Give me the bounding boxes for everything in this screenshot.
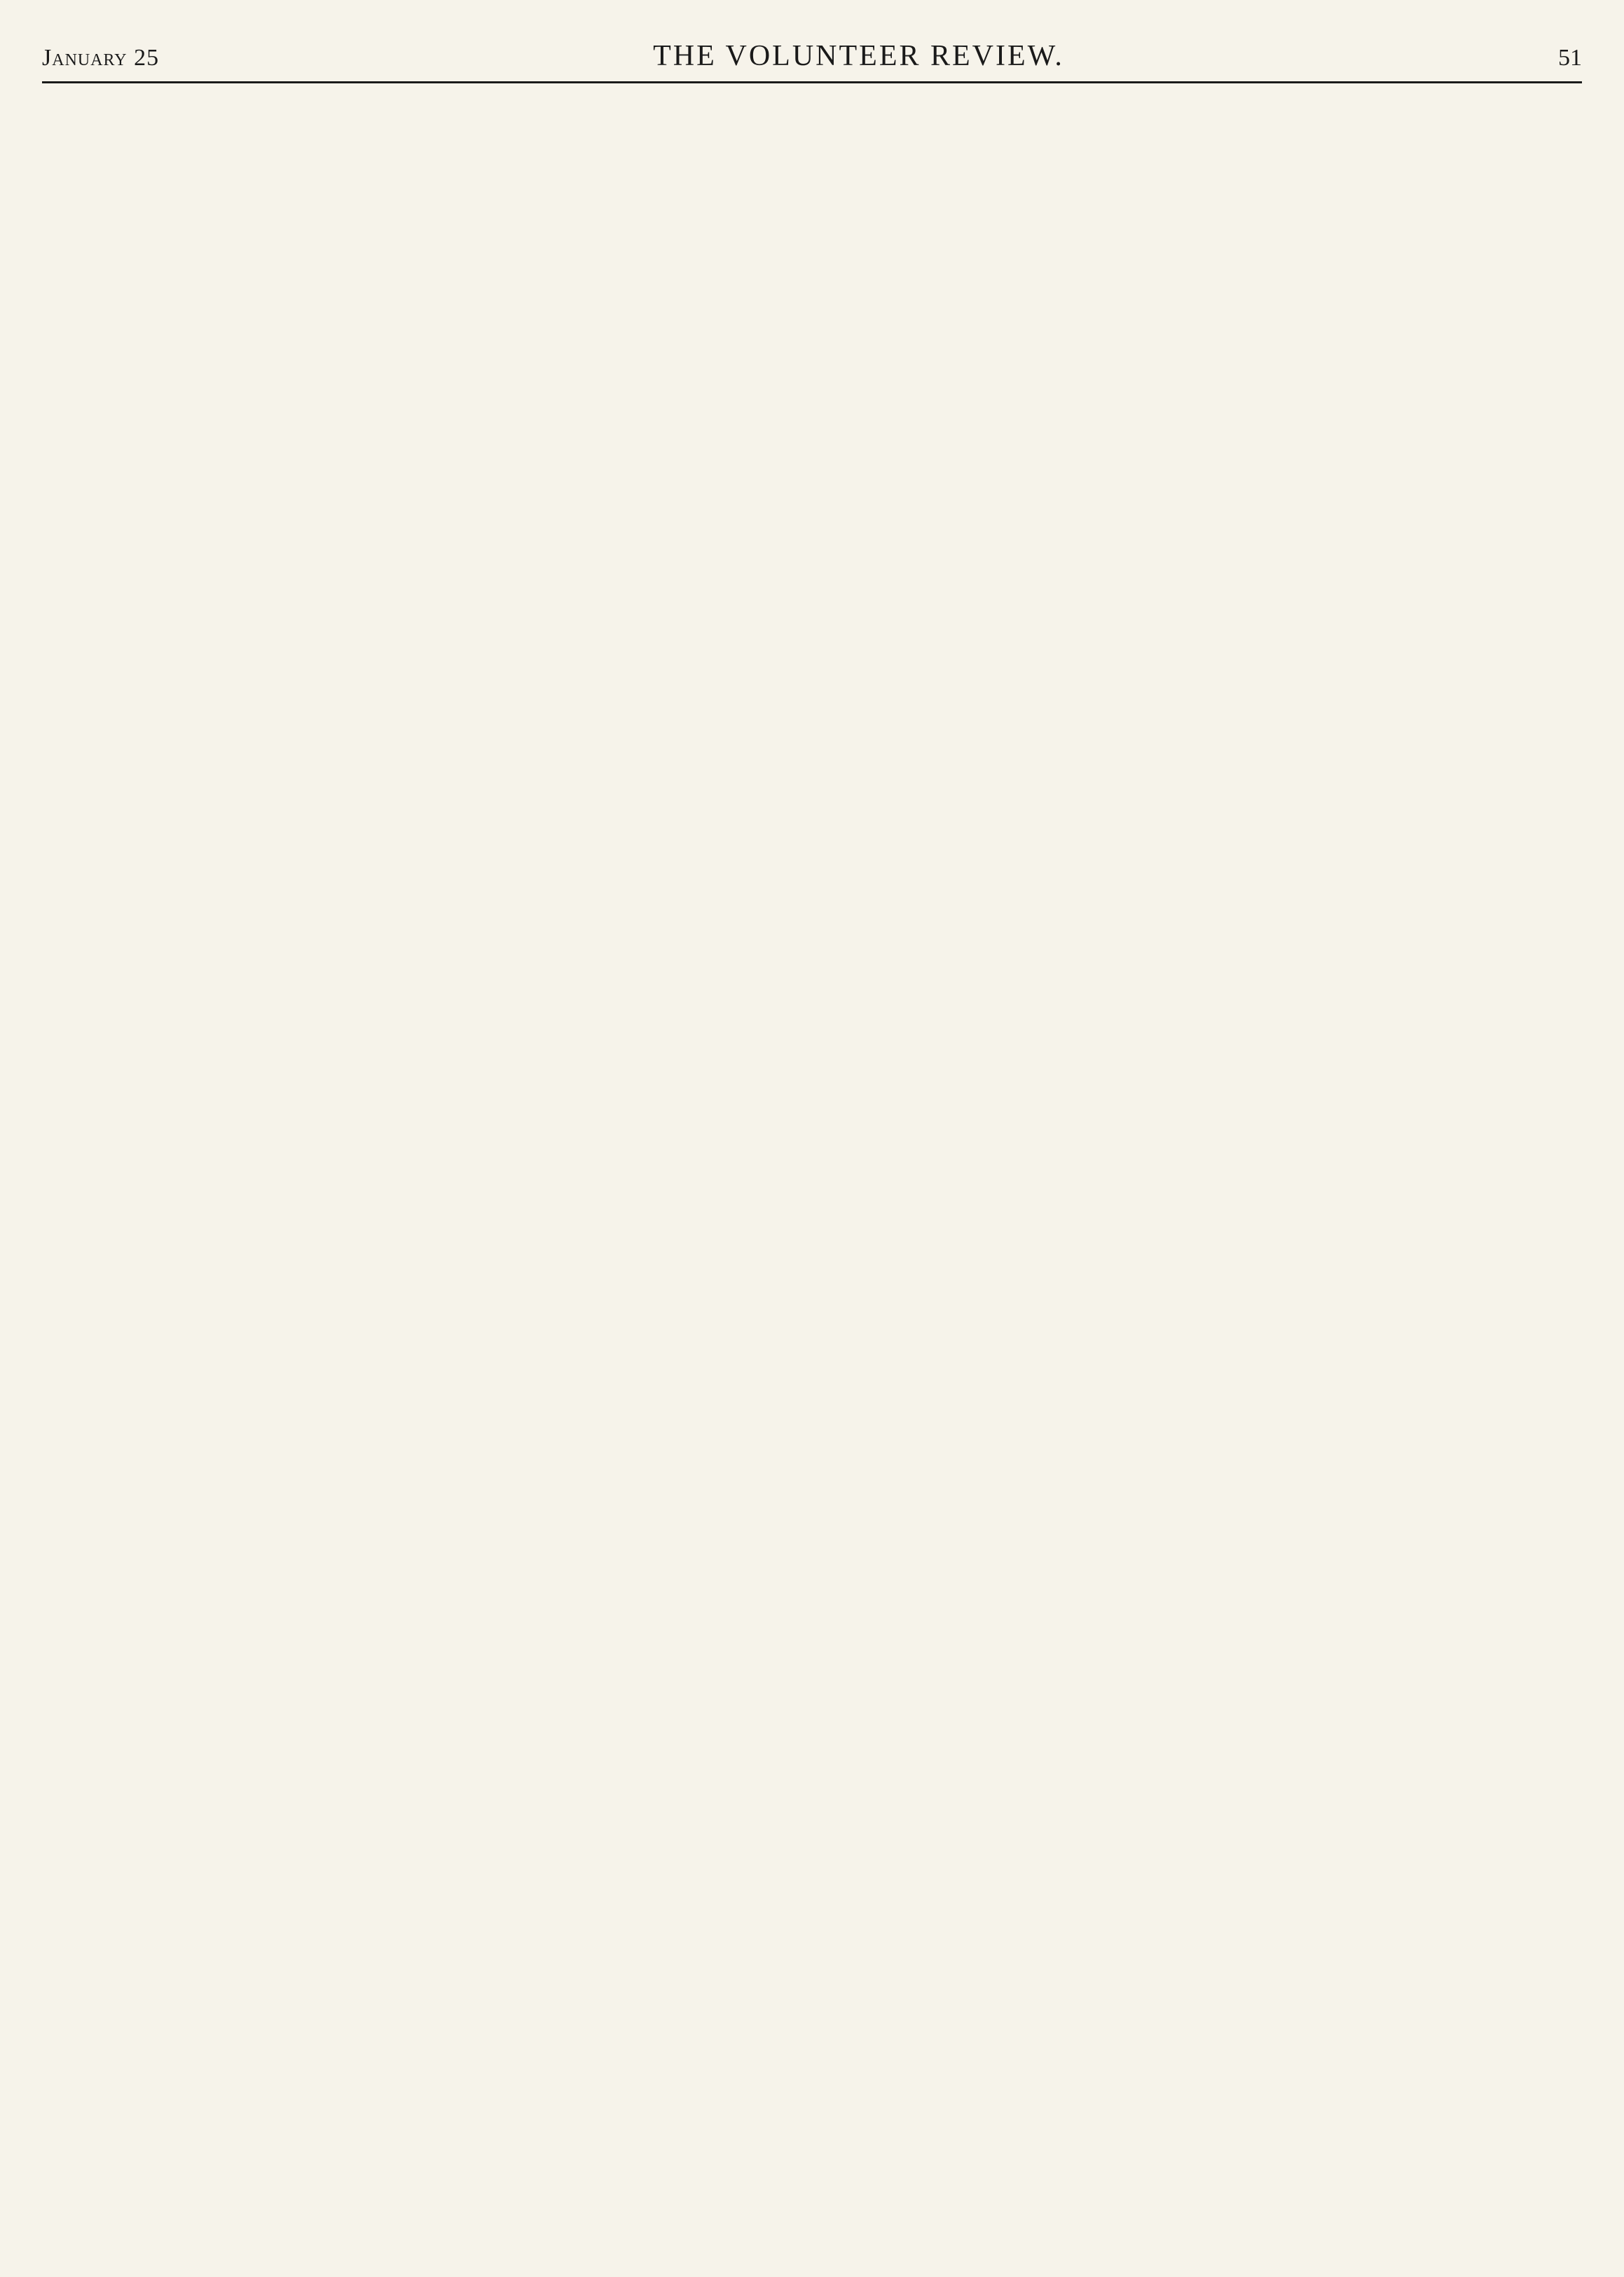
page-number: 51 <box>1557 45 1582 71</box>
article-columns <box>42 98 1582 2235</box>
publication-title: THE VOLUNTEER REVIEW. <box>653 40 1064 72</box>
issue-date: January 25 <box>42 45 160 71</box>
page-header <box>42 39 1582 83</box>
column-2 <box>565 98 1058 2235</box>
column-1 <box>42 98 535 2235</box>
column-3 <box>1089 98 1582 2235</box>
